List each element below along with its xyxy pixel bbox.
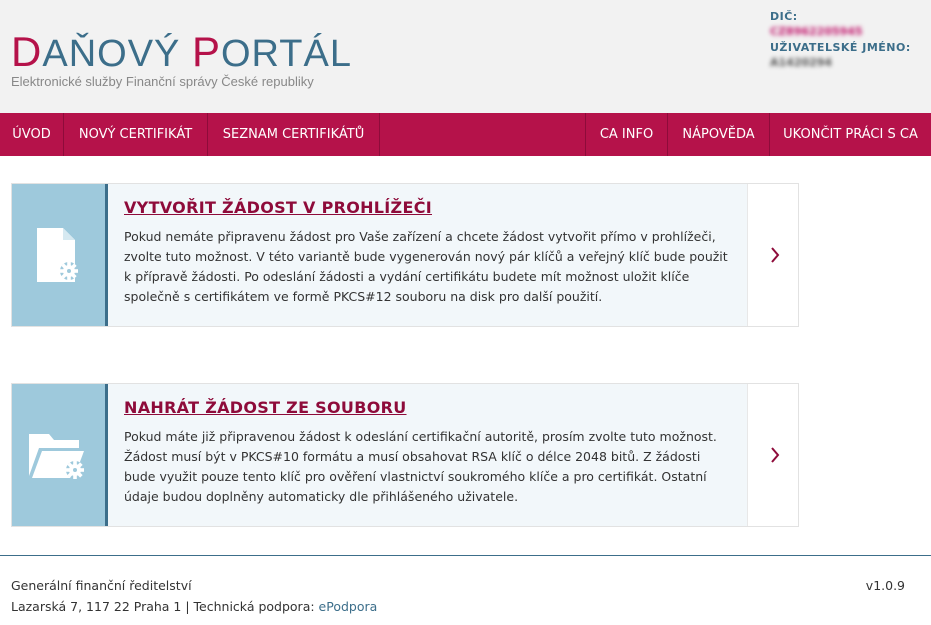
card-title-link[interactable]: NAHRÁT ŽÁDOST ZE SOUBORU [124, 398, 407, 417]
card-icon-box [12, 384, 108, 526]
logo-letter-d: D [11, 28, 43, 75]
portal-subtitle: Elektronické služby Finanční správy České republiky [11, 74, 314, 89]
card-icon-box [12, 184, 108, 326]
nav-item-uvod[interactable]: ÚVOD [12, 127, 51, 142]
footer-organization: Generální finanční ředitelství [11, 578, 192, 593]
dic-label: DIČ: [770, 10, 798, 23]
nav-item-seznam-certifikatu[interactable]: SEZNAM CERTIFIKÁTŮ [222, 127, 365, 142]
card-description: Pokud máte již připravenou žádost k odeslání certifikační autoritě, prosím zvolte tuto možnost. Žádost musí být v PKCS#10 formátu a musí obsahovat RSA klíč o délce 2048 bitů. Z žádosti bude využit pouze tento klíč pro ověření vlastnictví soukromého klíče a pro certifikát. Ostatní údaje budou doplněny automaticky dle přihlášeného uživatele. [124, 429, 717, 504]
nav-item-ukoncit[interactable]: UKONČIT PRÁCI S CA [783, 127, 918, 142]
nav-item-ca-info[interactable]: CA INFO [599, 127, 654, 142]
document-gear-icon [12, 184, 108, 328]
card-title-link[interactable]: VYTVOŘIT ŽÁDOST V PROHLÍŽEČI [124, 198, 432, 217]
portal-logo[interactable] [11, 30, 352, 76]
card-arrow-button[interactable] [747, 384, 798, 526]
nav-item-novy-certifikat[interactable]: NOVÝ CERTIFIKÁT [78, 127, 193, 142]
footer-address [11, 599, 377, 614]
logo-word-portal: ORTÁL [220, 33, 352, 75]
card-create-request[interactable] [11, 183, 799, 327]
support-link[interactable]: ePodpora [318, 599, 378, 614]
card-arrow-button[interactable] [747, 184, 798, 326]
username-label: UŽIVATELSKÉ JMÉNO: [770, 41, 911, 54]
page-header [0, 0, 931, 113]
logo-letter-p: P [191, 28, 221, 75]
footer-address-text: Lazarská 7, 117 22 Praha 1 | Technická podpora: [11, 599, 319, 614]
nav-item-napoveda[interactable]: NÁPOVĚDA [682, 127, 755, 142]
card-upload-request[interactable] [11, 383, 799, 527]
card-body [111, 384, 749, 526]
main-navigation [0, 113, 931, 156]
dic-value: CZ8962205945 [770, 25, 863, 38]
chevron-right-icon [770, 446, 780, 464]
username-value: A1420294 [770, 56, 833, 69]
chevron-right-icon [770, 246, 780, 264]
logo-word-danovy: AŇOVÝ [42, 33, 192, 75]
user-info [770, 10, 925, 72]
card-description: Pokud nemáte připravenu žádost pro Vaše zařízení a chcete žádost vytvořit přímo v prohlížeči, zvolte tuto možnost. V této variantě bude vygenerován nový pár klíčů a veřejný klíč bude použit k přípravě žádosti. Po odeslání žádosti a vydání certifikátu budete mít možnost uložit klíče společně s certifikátem ve formě PKCS#12 souboru na disk pro další použití. [124, 229, 728, 304]
card-body [111, 184, 749, 326]
folder-gear-icon [12, 384, 108, 528]
nav-divider [379, 113, 380, 156]
footer-divider [0, 555, 931, 556]
app-version: v1.0.9 [865, 578, 905, 593]
